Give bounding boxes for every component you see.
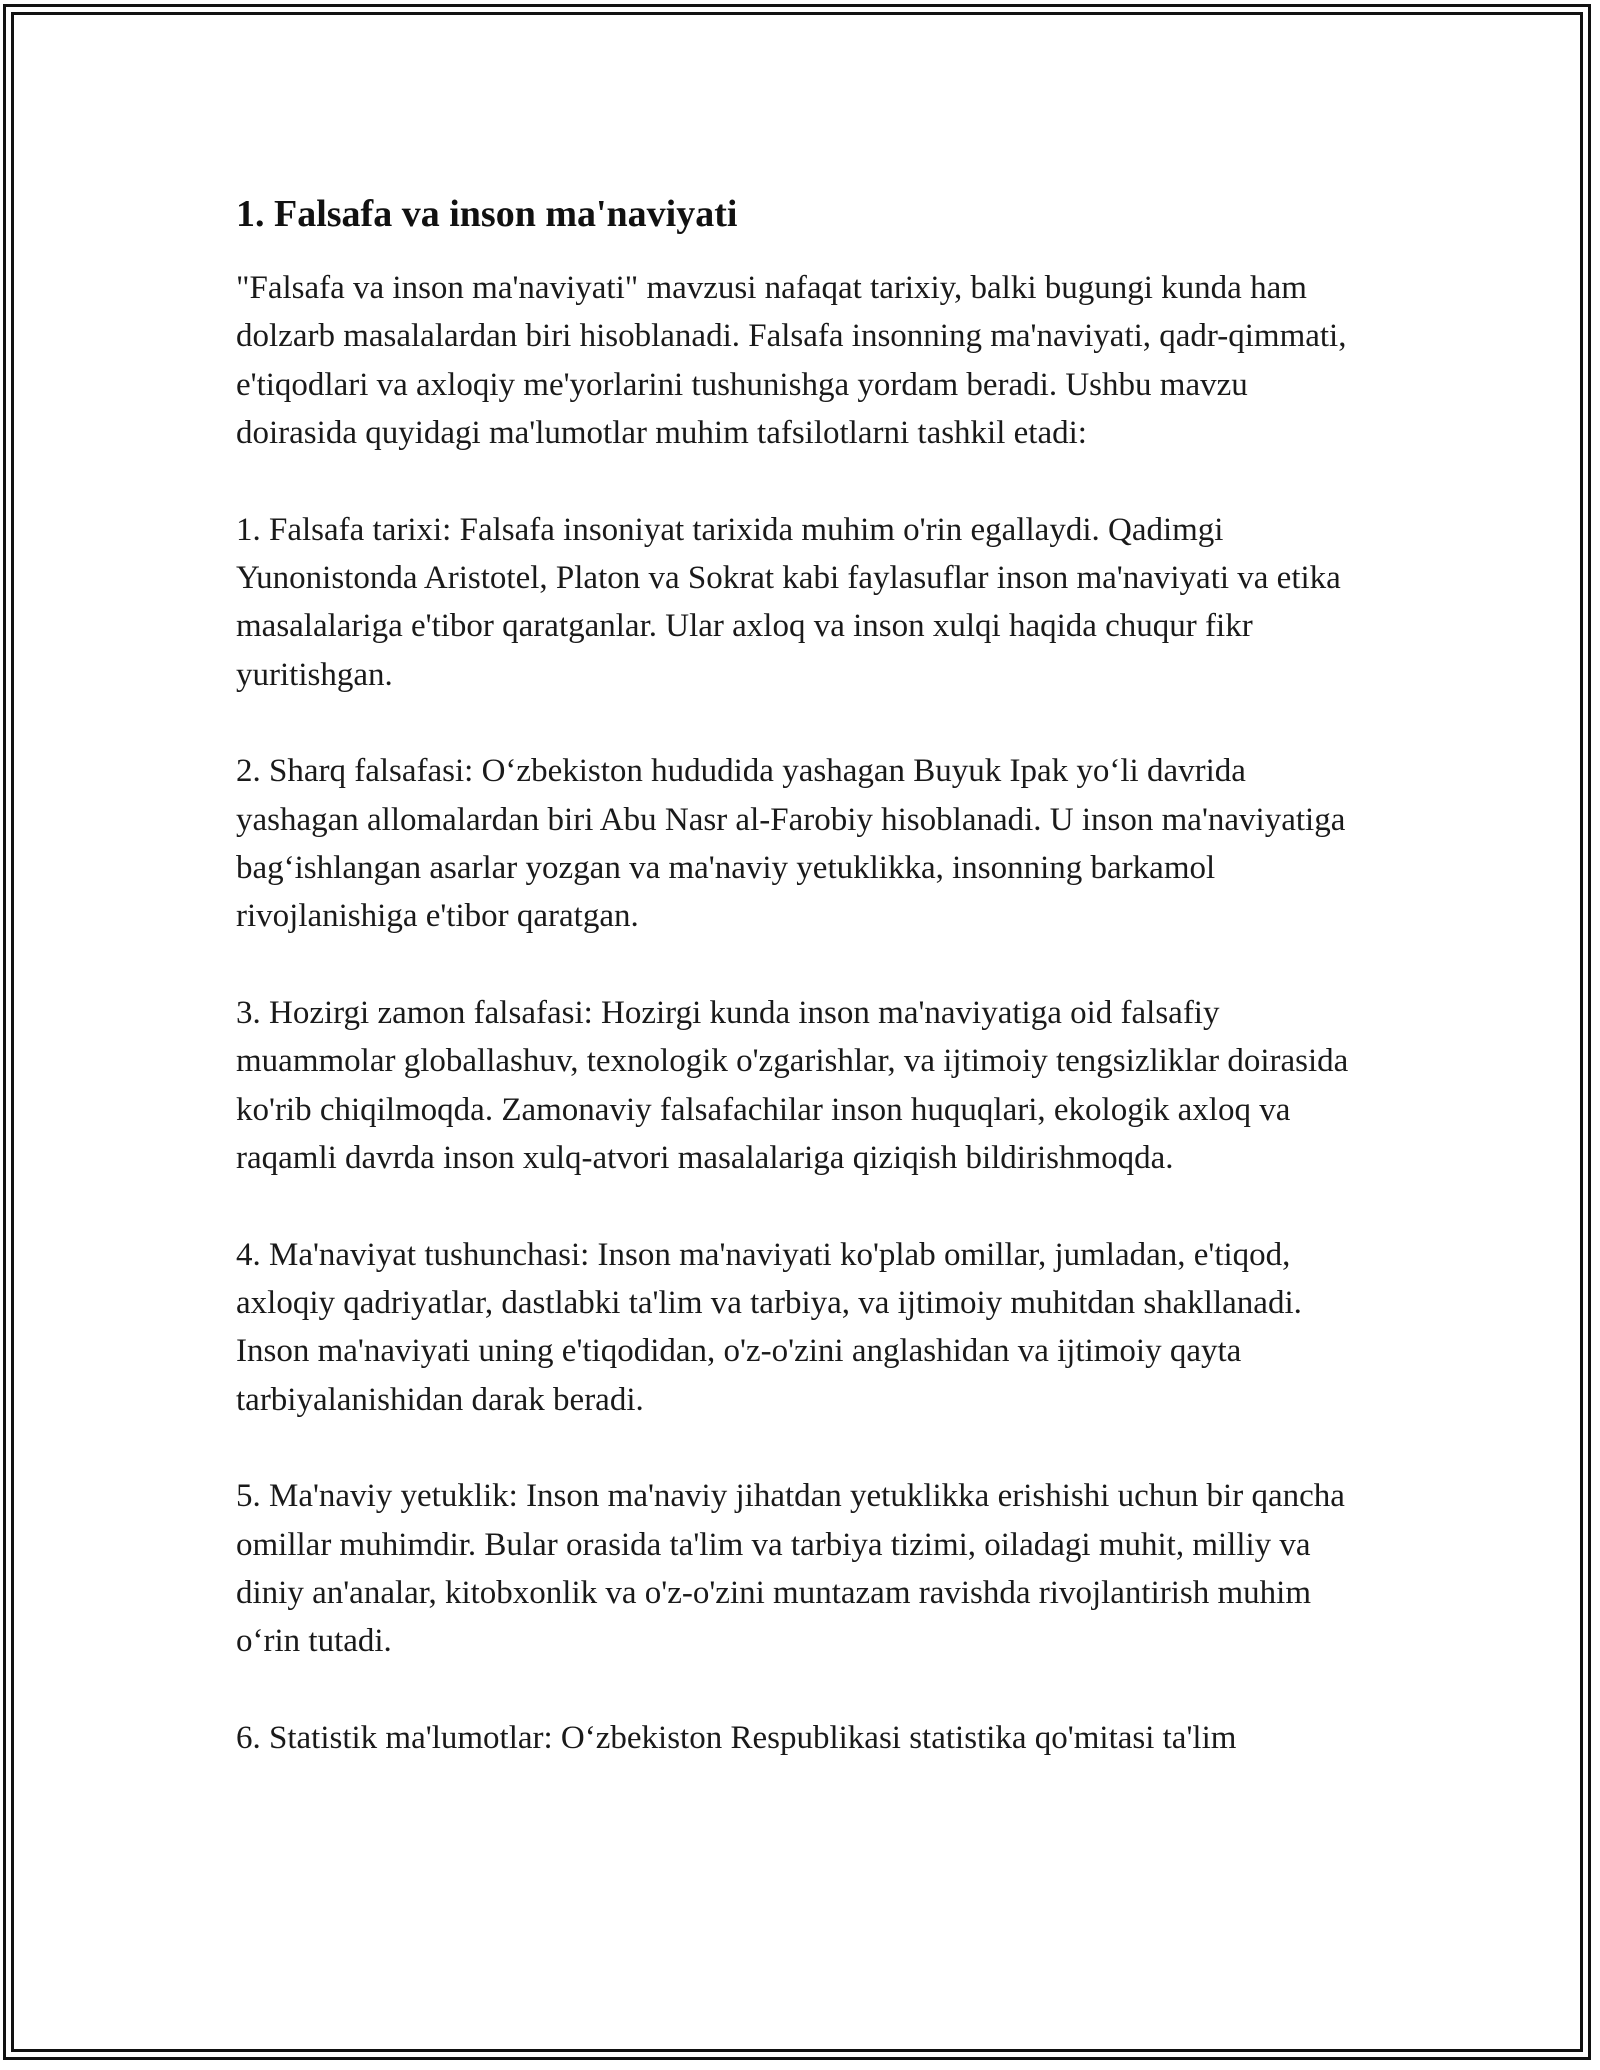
paragraph-manaviyat-tushunchasi: 4. Ma'naviyat tushunchasi: Inson ma'naviyati ko'plab omillar, jumladan, e'tiqod, axloqiy qadriyatlar, dastlabki ta'lim va tarbiya, va ijtimoiy muhitdan shakllanadi. Inson ma'naviyati uning e'tiqodidan, o'z-o'zini anglashidan va ijtimoiy qayta tarbiyalanishidan darak beradi. [236, 1236, 1302, 1418]
paragraph-statistik-malumotlar: 6. Statistik ma'lumotlar: O‘zbekiston Respublikasi statistika qo'mitasi ta'lim [236, 1719, 1237, 1756]
paragraph-sharq-falsafasi: 2. Sharq falsafasi: O‘zbekiston hududida yashagan Buyuk Ipak yo‘li davrida yashagan allomalardan biri Abu Nasr al-Farobiy hisoblanadi. U inson ma'naviyatiga bag‘ishlangan asarlar yozgan va ma'naviy yetuklikka, insonning barkamol rivojlanishiga e'tibor qaratgan. [236, 753, 1346, 935]
paragraph-falsafa-tarixi: 1. Falsafa tarixi: Falsafa insoniyat tarixida muhim o'rin egallaydi. Qadimgi Yunonistonda Aristotel, Platon va Sokrat kabi faylasuflar inson ma'naviyati va etika masalalariga e'tibor qaratganlar. Ular axloq va inson xulqi haqida chuqur fikr yuritishgan. [236, 511, 1341, 693]
paragraph-manaviy-yetuklik: 5. Ma'naviy yetuklik: Inson ma'naviy jihatdan yetuklikka erishishi uchun bir qancha omillar muhimdir. Bular orasida ta'lim va tarbiya tizimi, oiladagi muhit, milliy va diniy an'analar, kitobxonlik va o'z-o'zini muntazam ravishda rivojlantirish muhim o‘rin tutadi. [236, 1478, 1345, 1660]
section-heading: 1. Falsafa va inson ma'naviyati [236, 193, 738, 235]
intro-paragraph: "Falsafa va inson ma'naviyati" mavzusi nafaqat tarixiy, balki bugungi kunda ham dolzarb masalalardan biri hisoblanadi. Falsafa insonning ma'naviyati, qadr-qimmati, e'tiqodlari va axloqiy me'yorlarini tushunishga yordam beradi. Ushbu mavzu doirasida quyidagi ma'lumotlar muhim tafsilotlarni tashkil etadi: [236, 270, 1347, 452]
paragraph-hozirgi-zamon-falsafasi: 3. Hozirgi zamon falsafasi: Hozirgi kunda inson ma'naviyatiga oid falsafiy muammolar globallashuv, texnologik o'zgarishlar, va ijtimoiy tengsizliklar doirasida ko'rib chiqilmoqda. Zamonaviy falsafachilar inson huquqlari, ekologik axloq va raqamli davrda inson xulq-atvori masalalariga qiziqish bildirishmoqda. [236, 994, 1349, 1177]
document-body [236, 188, 1376, 1810]
